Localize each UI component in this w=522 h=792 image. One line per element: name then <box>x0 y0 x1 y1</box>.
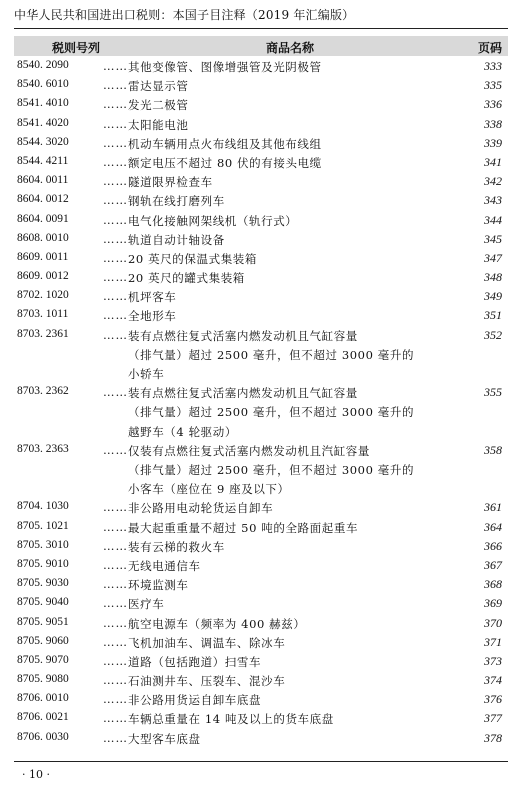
goods-name <box>128 731 468 750</box>
goods-name-line: 装有云梯的救火车 <box>128 539 225 554</box>
goods-name-line: 全地形车 <box>128 309 177 324</box>
dot-leader: …… <box>103 615 128 630</box>
page-ref: 339 <box>484 135 502 150</box>
dot-leader: …… <box>103 231 128 246</box>
table-row <box>14 328 508 386</box>
page-ref: 333 <box>484 59 502 73</box>
table-row <box>14 155 508 174</box>
dot-leader: …… <box>103 270 128 285</box>
tariff-code: 8604. 0012 <box>17 193 69 206</box>
goods-name <box>128 711 468 730</box>
goods-name <box>128 155 468 174</box>
goods-name <box>128 577 468 596</box>
tariff-code: 8608. 0010 <box>17 231 69 244</box>
page-ref: 347 <box>484 250 502 265</box>
dot-leader: …… <box>103 711 128 726</box>
tariff-code: 8541. 4020 <box>17 116 69 129</box>
tariff-code: 8705. 9051 <box>17 615 69 628</box>
tariff-code: 8609. 0012 <box>17 270 69 283</box>
goods-name <box>128 616 468 635</box>
page-ref: 361 <box>484 500 502 515</box>
table-row <box>14 443 508 501</box>
goods-name-line: 环境监测车 <box>128 578 189 593</box>
table-row <box>14 136 508 155</box>
goods-name <box>128 270 468 289</box>
table-row <box>14 289 508 308</box>
goods-name-line: 飞机加油车、调温车、除冰车 <box>128 635 286 650</box>
tariff-code: 8703. 2363 <box>17 442 69 455</box>
dot-leader: …… <box>103 289 128 304</box>
table-row <box>14 385 508 443</box>
page-ref: 336 <box>484 97 502 112</box>
page-ref: 342 <box>484 174 502 189</box>
dot-leader: …… <box>103 212 128 227</box>
dot-leader: …… <box>103 577 128 592</box>
dot-leader: …… <box>103 327 128 342</box>
goods-name-line: 20 英尺的保温式集装箱 <box>128 251 257 266</box>
goods-name <box>128 59 468 78</box>
dot-leader: …… <box>103 557 128 572</box>
dot-leader: …… <box>103 116 128 131</box>
page-ref: 335 <box>484 78 502 93</box>
tariff-code: 8705. 9040 <box>17 596 69 609</box>
tariff-code: 8703. 2361 <box>17 327 69 340</box>
goods-name-line: 隧道限界检查车 <box>128 175 213 190</box>
dot-leader: …… <box>103 135 128 150</box>
dot-leader: …… <box>103 308 128 323</box>
dot-leader: …… <box>103 519 128 534</box>
goods-name-line: 装有点燃往复式活塞内燃发动机且气缸容量 <box>128 386 358 401</box>
tariff-code: 8544. 3020 <box>17 135 69 148</box>
goods-name-line: 机坪客车 <box>128 290 177 305</box>
goods-name <box>128 251 468 270</box>
tariff-code: 8705. 9030 <box>17 577 69 590</box>
goods-name-line: （排气量）超过 2500 毫升，但不超过 3000 毫升的 <box>128 463 415 477</box>
goods-name-line: 太阳能电池 <box>128 117 189 132</box>
page-ref: 348 <box>484 270 502 285</box>
page-ref: 358 <box>484 442 502 457</box>
goods-name-line: 装有点燃往复式活塞内燃发动机且气缸容量 <box>128 328 358 343</box>
goods-name <box>128 673 468 692</box>
goods-name <box>128 635 468 654</box>
goods-name <box>128 654 468 673</box>
dot-leader: …… <box>103 634 128 649</box>
tariff-code: 8705. 3010 <box>17 538 69 551</box>
goods-name <box>128 385 468 443</box>
goods-name <box>128 117 468 136</box>
goods-name <box>128 232 468 251</box>
page-ref: 368 <box>484 577 502 592</box>
table-row <box>14 193 508 212</box>
header-rule <box>14 28 508 29</box>
table-row <box>14 654 508 673</box>
table-row <box>14 539 508 558</box>
page-ref: 377 <box>484 711 502 726</box>
bottom-rule <box>14 761 508 762</box>
goods-name <box>128 213 468 232</box>
table-row <box>14 635 508 654</box>
table-row <box>14 577 508 596</box>
table-row <box>14 673 508 692</box>
goods-name <box>128 692 468 711</box>
tariff-code: 8541. 4010 <box>17 97 69 110</box>
table-row <box>14 270 508 289</box>
tariff-code: 8706. 0010 <box>17 692 69 705</box>
dot-leader: …… <box>103 692 128 707</box>
tariff-code: 8706. 0021 <box>17 711 69 724</box>
goods-name-line: （排气量）超过 2500 毫升，但不超过 3000 毫升的 <box>128 347 415 362</box>
page-ref: 338 <box>484 116 502 131</box>
table-row <box>14 731 508 750</box>
table-row <box>14 232 508 251</box>
goods-name-line: 钢轨在线打磨列车 <box>128 194 225 209</box>
goods-name-line: 航空电源车（频率为 400 赫兹） <box>128 616 306 631</box>
goods-name-line: 发光二极管 <box>128 98 189 113</box>
tariff-code: 8540. 2090 <box>17 59 69 71</box>
column-header-name: 商品名称 <box>266 41 315 55</box>
goods-name <box>128 596 468 615</box>
table-row <box>14 213 508 232</box>
dot-leader: …… <box>103 500 128 515</box>
table-row <box>14 78 508 97</box>
dot-leader: …… <box>103 154 128 169</box>
goods-name-line: 道路（包括跑道）扫雪车 <box>128 654 262 669</box>
table-row <box>14 558 508 577</box>
table-row <box>14 616 508 635</box>
page-ref: 378 <box>484 730 502 745</box>
dot-leader: …… <box>103 174 128 189</box>
dot-leader: …… <box>103 596 128 611</box>
page-ref: 355 <box>484 385 502 400</box>
dot-leader: …… <box>103 538 128 553</box>
table-row <box>14 711 508 730</box>
tariff-code: 8705. 9080 <box>17 673 69 686</box>
page-ref: 351 <box>484 308 502 323</box>
goods-name-line: （排气量）超过 2500 毫升，但不超过 3000 毫升的 <box>128 405 415 420</box>
goods-name-line: 轨道自动计轴设备 <box>128 232 225 247</box>
tariff-code: 8702. 1020 <box>17 289 69 302</box>
page-ref: 344 <box>484 212 502 227</box>
page-ref: 376 <box>484 692 502 707</box>
table-row <box>14 117 508 136</box>
goods-name <box>128 308 468 327</box>
goods-name <box>128 520 468 539</box>
dot-leader: …… <box>103 59 128 73</box>
table-row <box>14 308 508 327</box>
dot-leader: …… <box>103 97 128 112</box>
table-body <box>14 59 508 750</box>
goods-name <box>128 78 468 97</box>
page-ref: 349 <box>484 289 502 304</box>
tariff-code: 8705. 1021 <box>17 519 69 532</box>
goods-name <box>128 558 468 577</box>
tariff-code: 8544. 4211 <box>17 154 69 167</box>
table-header-row <box>14 36 508 56</box>
tariff-code: 8705. 9070 <box>17 653 69 666</box>
goods-name-line: 雷达显示管 <box>128 79 189 94</box>
column-header-page: 页码 <box>477 41 502 55</box>
table-row <box>14 500 508 519</box>
page-ref: 367 <box>484 557 502 572</box>
dot-leader: …… <box>103 78 128 93</box>
table-row <box>14 251 508 270</box>
goods-name-line: 车辆总重量在 14 吨及以上的货车底盘 <box>128 712 334 727</box>
dot-leader: …… <box>103 673 128 688</box>
goods-name-line: 石油测井车、压裂车、混沙车 <box>128 674 286 689</box>
page-number: · 10 · <box>22 768 50 781</box>
page-ref: 369 <box>484 596 502 611</box>
tariff-code: 8703. 1011 <box>17 308 69 321</box>
dot-leader: …… <box>103 385 128 400</box>
goods-name-line: 机动车辆用点火布线组及其他布线组 <box>128 136 322 151</box>
page-ref: 366 <box>484 538 502 553</box>
goods-name <box>128 539 468 558</box>
goods-name-line: 小轿车 <box>128 367 165 381</box>
table-row <box>14 692 508 711</box>
tariff-code: 8540. 6010 <box>17 78 69 91</box>
dot-leader: …… <box>103 653 128 668</box>
goods-name <box>128 289 468 308</box>
goods-name-line: 20 英尺的罐式集装箱 <box>128 271 245 286</box>
dot-leader: …… <box>103 730 128 745</box>
tariff-code: 8706. 0030 <box>17 730 69 743</box>
table-row <box>14 97 508 116</box>
goods-name-line: 额定电压不超过 80 伏的有接头电缆 <box>128 155 322 170</box>
dot-leader: …… <box>103 442 128 457</box>
tariff-code: 8609. 0011 <box>17 250 69 263</box>
goods-name <box>128 500 468 519</box>
tariff-code: 8604. 0011 <box>17 174 69 187</box>
goods-name <box>128 136 468 155</box>
dot-leader: …… <box>103 250 128 265</box>
tariff-code: 8703. 2362 <box>17 385 69 398</box>
goods-name <box>128 443 468 501</box>
goods-name-line: 非公路用货运自卸车底盘 <box>128 693 262 708</box>
goods-name-line: 仅装有点燃往复式活塞内燃发动机且汽缸容量 <box>128 443 370 458</box>
running-header: 中华人民共和国进出口税则：本国子目注释（2019 年汇编版） <box>14 8 355 22</box>
dot-leader: …… <box>103 193 128 208</box>
page-ref: 345 <box>484 231 502 246</box>
goods-name-line: 最大起重重量不超过 50 吨的全路面起重车 <box>128 520 359 535</box>
page-ref: 352 <box>484 327 502 342</box>
page-ref: 374 <box>484 673 502 688</box>
goods-name <box>128 97 468 116</box>
goods-name-line: 其他变像管、图像增强管及光阴极管 <box>128 60 322 74</box>
tariff-code: 8705. 9060 <box>17 634 69 647</box>
goods-name-line: 小客车（座位在 9 座及以下） <box>128 482 290 497</box>
page-ref: 373 <box>484 653 502 668</box>
page-ref: 371 <box>484 634 502 649</box>
tariff-code: 8704. 1030 <box>17 500 69 513</box>
goods-name <box>128 174 468 193</box>
page-ref: 343 <box>484 193 502 208</box>
table-row <box>14 520 508 539</box>
goods-name-line: 电气化接触网架线机（轨行式） <box>128 213 298 228</box>
tariff-code: 8705. 9010 <box>17 557 69 570</box>
goods-name-line: 大型客车底盘 <box>128 731 201 746</box>
tariff-code: 8604. 0091 <box>17 212 69 225</box>
goods-name-line: 医疗车 <box>128 597 165 612</box>
goods-name <box>128 193 468 212</box>
goods-name-line: 非公路用电动轮货运自卸车 <box>128 501 274 516</box>
page-ref: 370 <box>484 615 502 630</box>
column-header-code: 税则号列 <box>52 41 101 55</box>
goods-name <box>128 328 468 386</box>
table-row <box>14 174 508 193</box>
page-ref: 341 <box>484 154 502 169</box>
page-ref: 364 <box>484 519 502 534</box>
goods-name-line: 无线电通信车 <box>128 558 201 573</box>
table-row <box>14 596 508 615</box>
table-row <box>14 59 508 78</box>
goods-name-line: 越野车（4 轮驱动） <box>128 424 237 439</box>
